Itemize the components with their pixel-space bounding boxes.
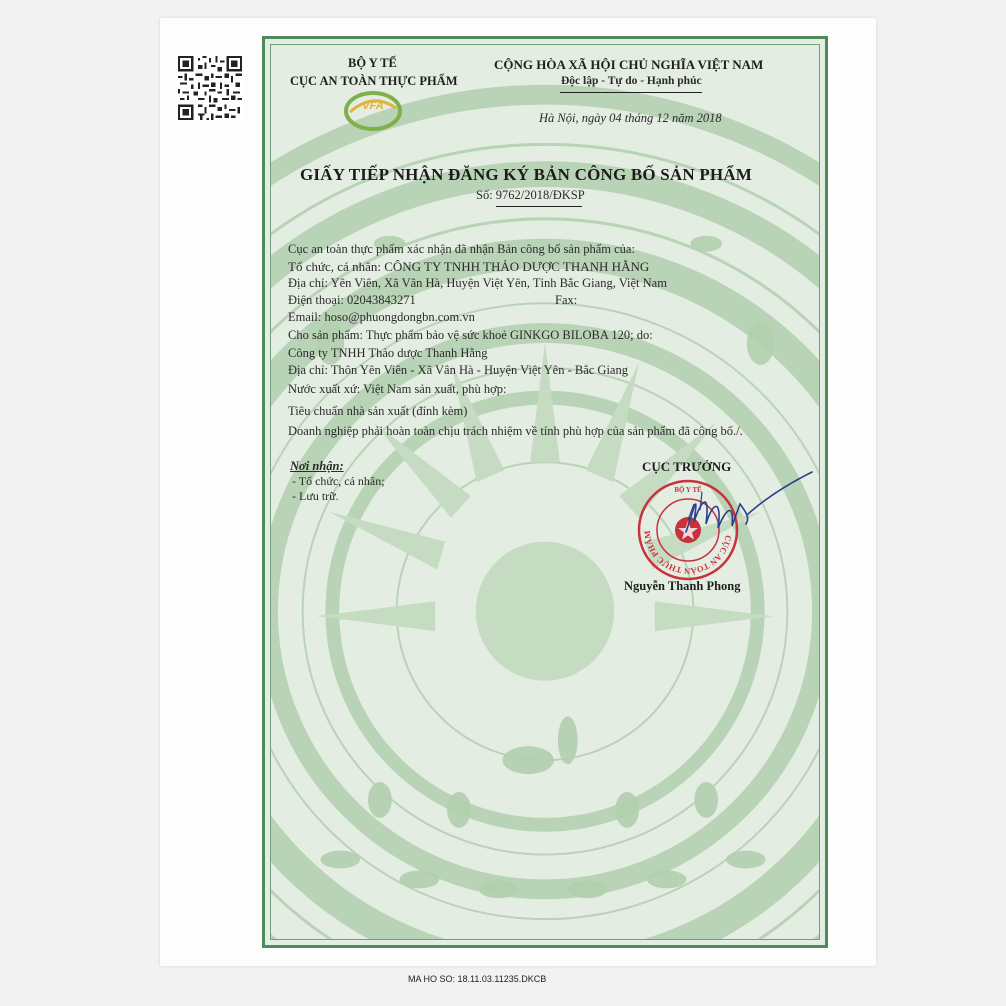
document-title: GIẤY TIẾP NHẬN ĐĂNG KÝ BẢN CÔNG BỐ SẢN PHẨM [300, 165, 753, 184]
recipient-item: - Lưu trữ. [292, 489, 339, 503]
body-line-manufacturer-address: Địa chỉ: Thôn Yên Viên - Xã Vân Hà - Huyện Việt Yên - Bắc Giang [288, 363, 628, 377]
ministry-name: BỘ Y TẾ [348, 56, 397, 70]
signer-position: CỤC TRƯỞNG [642, 459, 732, 474]
body-line-organization: Tổ chức, cá nhân: CÔNG TY TNHH THẢO DƯỢC THANH HẰNG [288, 259, 650, 274]
body-line-phone: Điện thoại: 02043843271 [288, 293, 416, 307]
body-line-origin: Nước xuất xứ: Việt Nam sản xuất, phù hợp: [288, 382, 507, 396]
recipient-item: - Tổ chức, cá nhân; [292, 474, 385, 488]
body-line-1: Cục an toàn thực phẩm xác nhận đã nhận Bản công bố sản phẩm của: [288, 242, 635, 256]
document-number: Số: 9762/2018/ĐKSP [476, 188, 585, 202]
agency-name: CỤC AN TOÀN THỰC PHẨM [290, 74, 458, 88]
body-line-address: Địa chỉ: Yên Viên, Xã Vân Hà, Huyện Việt Yên, Tỉnh Bắc Giang, Việt Nam [288, 276, 667, 290]
vfa-logo [342, 84, 404, 134]
qr-code [178, 56, 242, 120]
motto-underline [560, 92, 702, 93]
body-line-standard: Tiêu chuẩn nhà sản xuất (đính kèm) [288, 404, 468, 418]
handwritten-signature [676, 462, 816, 542]
body-line-product: Cho sản phẩm: Thực phẩm bảo vệ sức khoẻ GINKGO BILOBA 120; do: [288, 328, 653, 342]
body-line-email: Email: hoso@phuongdongbn.com.vn [288, 310, 475, 324]
number-underline [496, 206, 582, 207]
file-code: MA HO SO: 18.11.03.11235.DKCB [408, 974, 547, 984]
seal-ring-text: CỤC AN TOÀN THỰC PHẨM [641, 530, 734, 577]
body-line-fax: Fax: [555, 293, 578, 307]
seal-top-text: BỘ Y TẾ [674, 486, 702, 494]
body-line-responsibility: Doanh nghiệp phải hoàn toàn chịu trách nhiệm về tính phù hợp của sản phẩm đã công bố./. [288, 424, 743, 438]
place-date: Hà Nội, ngày 04 tháng 12 năm 2018 [539, 111, 722, 125]
body-line-manufacturer: Công ty TNHH Thảo dược Thanh Hằng [288, 346, 488, 360]
signer-name: Nguyễn Thanh Phong [624, 579, 741, 593]
motto: Độc lập - Tự do - Hạnh phúc [561, 75, 702, 87]
recipients-heading: Nơi nhận: [290, 459, 344, 473]
country-name: CỘNG HÒA XÃ HỘI CHỦ NGHĨA VIỆT NAM [494, 57, 764, 72]
vfa-logo-text: VFA [362, 100, 384, 112]
